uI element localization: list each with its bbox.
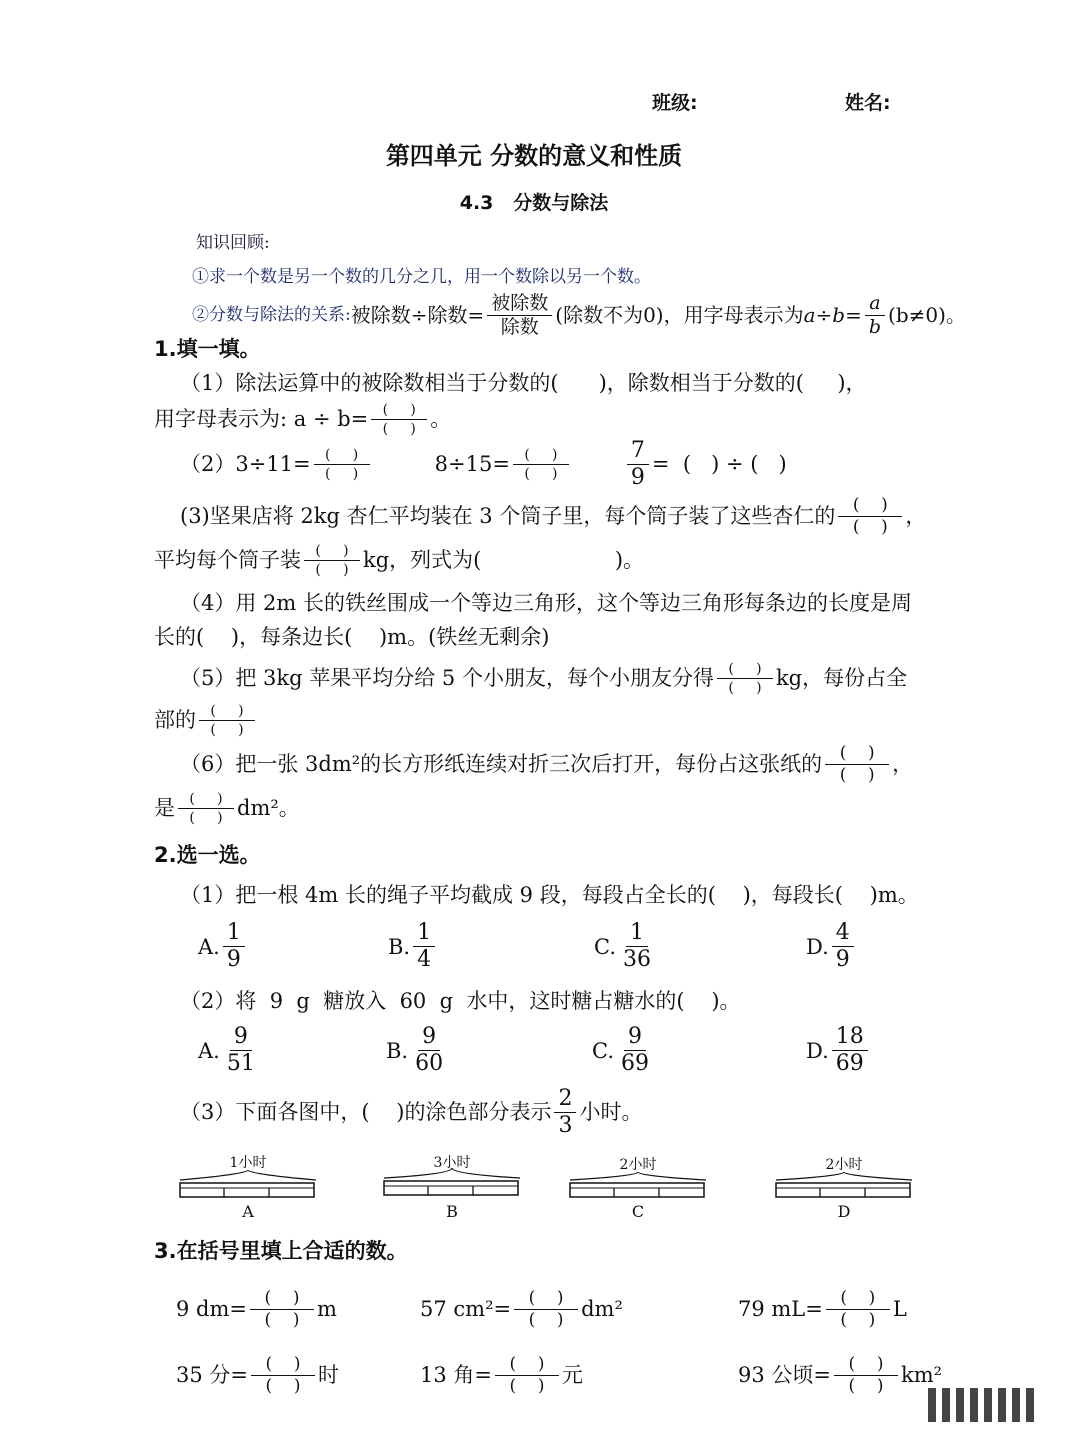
s3-row2-item1: 35 分= $\frac{( )}{( )}$ 时 — [176, 1353, 339, 1396]
recall-heading: 知识回顾: — [196, 233, 270, 253]
recall-ab-den: b — [868, 315, 882, 338]
s3-r1-3-blank[interactable]: $\frac{( )}{( )}$ — [826, 1290, 890, 1329]
s1-q3-line-b — [154, 540, 644, 580]
s1-q2-a-blank[interactable]: $\frac{( )}{( )}$ — [314, 448, 370, 481]
recall-mid: (除数不为0)，用字母表示为 — [555, 303, 804, 327]
s1-q2-a: （2）3÷11= — [180, 452, 311, 476]
s1-q1-end: 。 — [430, 407, 452, 431]
recall-end: (b≠0)。 — [888, 303, 966, 327]
s2-q3-figure-d[interactable]: 2小时 D — [774, 1152, 914, 1212]
s1-q6-line-a — [180, 744, 913, 784]
s1-q3-b-mid: kg，列式为( )。 — [363, 548, 645, 572]
s1-q6-b: 是 — [154, 796, 175, 820]
recall-ab-fraction — [865, 291, 885, 338]
s1-q6-a-blank[interactable]: $\frac{( )}{( )}$ — [825, 745, 889, 784]
s1-q2-c-fraction: $\frac{7}{9}$ — [627, 440, 649, 489]
s2-q2: （2）将 9 g 糖放入 60 g 水中，这时糖占糖水的( )。 — [180, 989, 741, 1013]
s3-r1-2-blank[interactable]: $\frac{( )}{( )}$ — [514, 1290, 578, 1329]
recall-fraction — [487, 291, 552, 338]
s3-row1-item1: 9 dm= $\frac{( )}{( )}$ m — [176, 1287, 337, 1330]
blank-num: ( ) — [371, 403, 427, 420]
s1-q5-a: （5）把 3kg 苹果平均分给 5 个小朋友，每个小朋友分得 — [180, 666, 714, 690]
s2-q2-option-b[interactable]: B. $\frac{9}{60}$ — [386, 1024, 444, 1076]
s2-q1-option-c[interactable]: C. $\frac{1}{36}$ — [594, 920, 651, 972]
s1-q2-b: 8÷15= — [434, 452, 510, 476]
s1-q5-b-blank[interactable]: $\frac{( )}{( )}$ — [199, 704, 255, 737]
s1-q6-b-blank[interactable]: $\frac{( )}{( )}$ — [178, 792, 234, 825]
s3-r2-2-blank[interactable]: $\frac{( )}{( )}$ — [495, 1356, 559, 1395]
s3-r1-1-blank[interactable]: $\frac{( )}{( )}$ — [250, 1290, 314, 1329]
s1-q3-a-blank[interactable]: $\frac{( )}{( )}$ — [838, 497, 902, 536]
s3-r2-3-blank[interactable]: $\frac{( )}{( )}$ — [834, 1356, 898, 1395]
s1-q6-b-end: dm²。 — [237, 796, 300, 820]
s3-row2-item2: 13 角= $\frac{( )}{( )}$ 元 — [420, 1353, 583, 1396]
s1-q4-line-a: （4）用 2m 长的铁丝围成一个等边三角形，这个等边三角形每条边的长度是周 — [180, 591, 912, 615]
s1-q2-c-rest: = ( ) ÷ ( ) — [651, 452, 787, 476]
s1-q2-line — [180, 437, 787, 490]
s1-q6-a-end: ， — [892, 752, 914, 776]
s1-q4-line-b: 长的( )，每条边长( )m。(铁丝无剩余) — [154, 625, 550, 649]
section-1-heading: 1.填一填。 — [154, 337, 261, 361]
section-3-heading: 3.在括号里填上合适的数。 — [154, 1239, 408, 1263]
s1-q5-b: 部的 — [154, 708, 196, 732]
s3-r2-1-blank[interactable]: $\frac{( )}{( )}$ — [251, 1356, 315, 1395]
s3-row1-item3: 79 mL= $\frac{( )}{( )}$ L — [738, 1287, 907, 1330]
page-title: 第四单元 分数的意义和性质 — [385, 142, 683, 170]
s1-q1-line-b — [154, 402, 451, 436]
recall-frac-num: 被除数 — [487, 294, 552, 316]
s3-row1-item2: 57 cm²= $\frac{( )}{( )}$ dm² — [420, 1287, 623, 1330]
recall-frac-den: 除数 — [500, 315, 539, 338]
s1-q1-blank[interactable] — [371, 403, 427, 436]
s2-q3-figure-c[interactable]: 2小时 C — [568, 1152, 708, 1212]
s1-q5-a-end: kg，每份占全 — [775, 666, 908, 690]
s1-q3-a: (3)坚果店将 2kg 杏仁平均装在 3 个筒子里，每个筒子装了这些杏仁的 — [180, 504, 836, 528]
s2-q3-figure-b[interactable]: 3小时 B — [382, 1152, 522, 1212]
section-2-heading: 2.选一选。 — [154, 843, 261, 867]
s1-q6-a: （6）把一张 3dm²的长方形纸连续对折三次后打开，每份占这张纸的 — [180, 752, 823, 776]
s1-q6-line-b — [154, 788, 300, 828]
s2-q1: （1）把一根 4m 长的绳子平均截成 9 段，每段占全长的( )，每段长( )m。 — [180, 883, 919, 907]
s1-q3-line-a — [180, 496, 926, 536]
s2-q2-option-a[interactable]: A. $\frac{9}{51}$ — [198, 1024, 255, 1076]
s1-q2-b-blank[interactable]: $\frac{( )}{( )}$ — [513, 448, 569, 481]
name-label: 姓名: — [845, 92, 891, 114]
s1-q5-a-blank[interactable]: $\frac{( )}{( )}$ — [717, 662, 773, 695]
s2-q1-option-a[interactable]: A. $\frac{1}{9}$ — [198, 922, 248, 971]
s2-q3-fraction: $\frac{2}{3}$ — [554, 1088, 576, 1137]
s3-row2-item3: 93 公顷= $\frac{( )}{( )}$ km² — [738, 1353, 943, 1396]
recall-formula: 被除数÷除数= — [350, 303, 485, 327]
s1-q1-text: 用字母表示为: a ÷ b= — [154, 407, 369, 431]
s2-q2-option-c[interactable]: C. $\frac{9}{69}$ — [592, 1024, 649, 1076]
recall-ab-num: a — [865, 294, 884, 316]
s1-q3-a-end: ， — [905, 504, 927, 528]
s2-q1-option-d[interactable]: D. $\frac{4}{9}$ — [806, 922, 857, 971]
s1-q3-b-blank[interactable]: $\frac{( )}{( )}$ — [304, 544, 360, 577]
s1-q5-line-a — [180, 658, 907, 698]
page-subtitle: 4.3 分数与除法 — [459, 192, 609, 214]
s2-q3-figure-a[interactable]: 1小时 A — [178, 1152, 318, 1212]
blank-den: ( ) — [382, 420, 416, 437]
s2-q2-option-d[interactable]: D. $\frac{18}{69}$ — [806, 1026, 871, 1075]
recall-item-2 — [192, 292, 966, 338]
scan-edge-marks — [928, 1388, 1034, 1422]
recall-item-1: ①求一个数是另一个数的几分之几，用一个数除以另一个数。 — [192, 267, 651, 287]
recall-item-2-prefix: ②分数与除法的关系: — [192, 305, 351, 325]
s2-q1-option-b[interactable]: B. $\frac{1}{4}$ — [388, 922, 438, 971]
s1-q3-b: 平均每个筒子装 — [154, 548, 301, 572]
recall-expr: a÷b= — [803, 303, 862, 327]
s1-q1-line-a: （1）除法运算中的被除数相当于分数的( )，除数相当于分数的( )， — [180, 371, 867, 395]
s1-q5-line-b — [154, 700, 258, 740]
class-label: 班级: — [652, 92, 698, 114]
s2-q3: （3）下面各图中，( )的涂色部分表示 $\frac{2}{3}$ 小时。 — [180, 1085, 643, 1138]
